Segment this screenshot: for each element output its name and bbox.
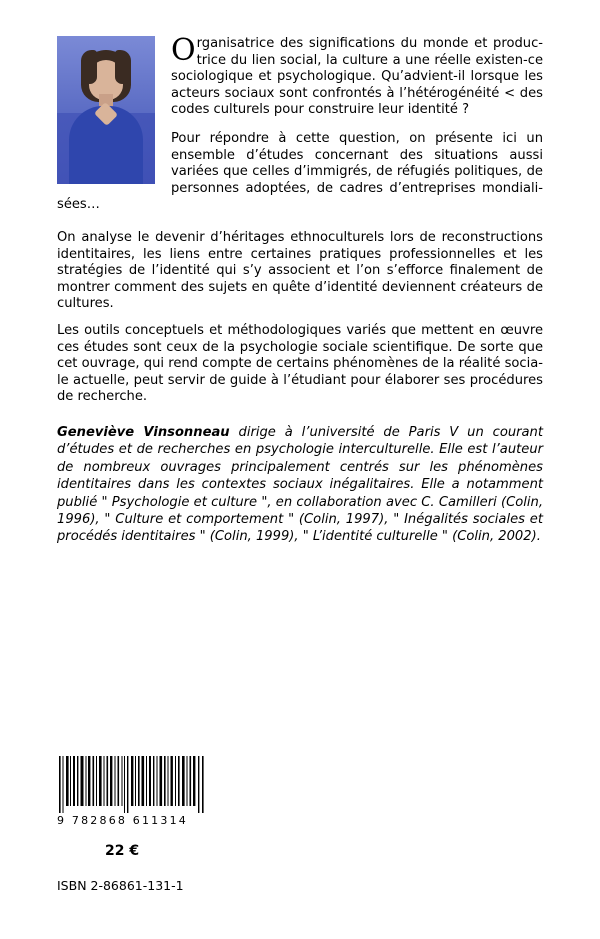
body-paragraph-2: Les outils conceptuels et méthodologiques variés que mettent en œuvre ces études sont ceux de la psychologie sociale scientifique. De sorte que cet ouvrage, qui rend compte de certains phénomènes de la réalité socia-le actuelle, peut servir de guide à l’étudiant pour élaborer ses procédures de recherche.	[57, 322, 543, 405]
intro-section	[57, 33, 543, 214]
author-portrait	[57, 36, 155, 184]
intro-paragraph-1-text: rganisatrice des significations du monde et produc-trice du lien social, la culture a une réelle existen-ce sociologique et psychologique. Qu’advient-il lorsque les acteurs sociaux sont confrontés à l’hétérogénéité < des codes culturels pour construire leur identité ?	[171, 36, 543, 118]
barcode-section	[57, 756, 257, 893]
body-section	[57, 230, 543, 416]
intro-paragraph-2: Pour répondre à cette question, on présente ici un ensemble d’études concernant des situations aussi variées que celles d’immigrés, de réfugiés politiques, de personnes adoptées, de cadres d’entreprises mondiali-sées…	[57, 130, 543, 213]
portrait-hair-left	[81, 50, 97, 84]
price-label: 22 €	[105, 843, 140, 859]
author-bio	[57, 424, 543, 546]
author-name: Geneviève Vinsonneau	[57, 425, 230, 440]
author-bio-section	[57, 424, 543, 546]
barcode-image	[57, 756, 209, 813]
isbn-label: ISBN 2-86861-131-1	[57, 878, 184, 893]
body-paragraph-1: On analyse le devenir d’héritages ethnoculturels lors de reconstructions identitaires, les liens entre certaines pratiques professionnelles et les stratégies de l’identité qui s’y associent et l’on s’efforce finalement de montrer comment des sujets en quête d’identité deviennent créateurs de cultures.	[57, 230, 543, 312]
author-bio-text: dirige à l’université de Paris V un courant d’études et de recherches en psychologie interculturelle. Elle est l’auteur de nombreux ouvrages principalement centrés sur les phénomènes identitaires dans les contextes sociaux inégalitaires. Elle a notamment publié " Psychologie et culture ", en collaboration avec C. Camilleri (Colin, 1996), " Culture et comportement " (Colin, 1997), " Inégalités sociales et procédés identitaires " (Colin, 1999), " L’identité culturelle " (Colin, 2002).	[57, 425, 543, 545]
portrait-hair-right	[115, 50, 131, 84]
barcode-digits: 9 782868 611314	[57, 814, 188, 827]
drop-cap: O	[171, 33, 196, 68]
